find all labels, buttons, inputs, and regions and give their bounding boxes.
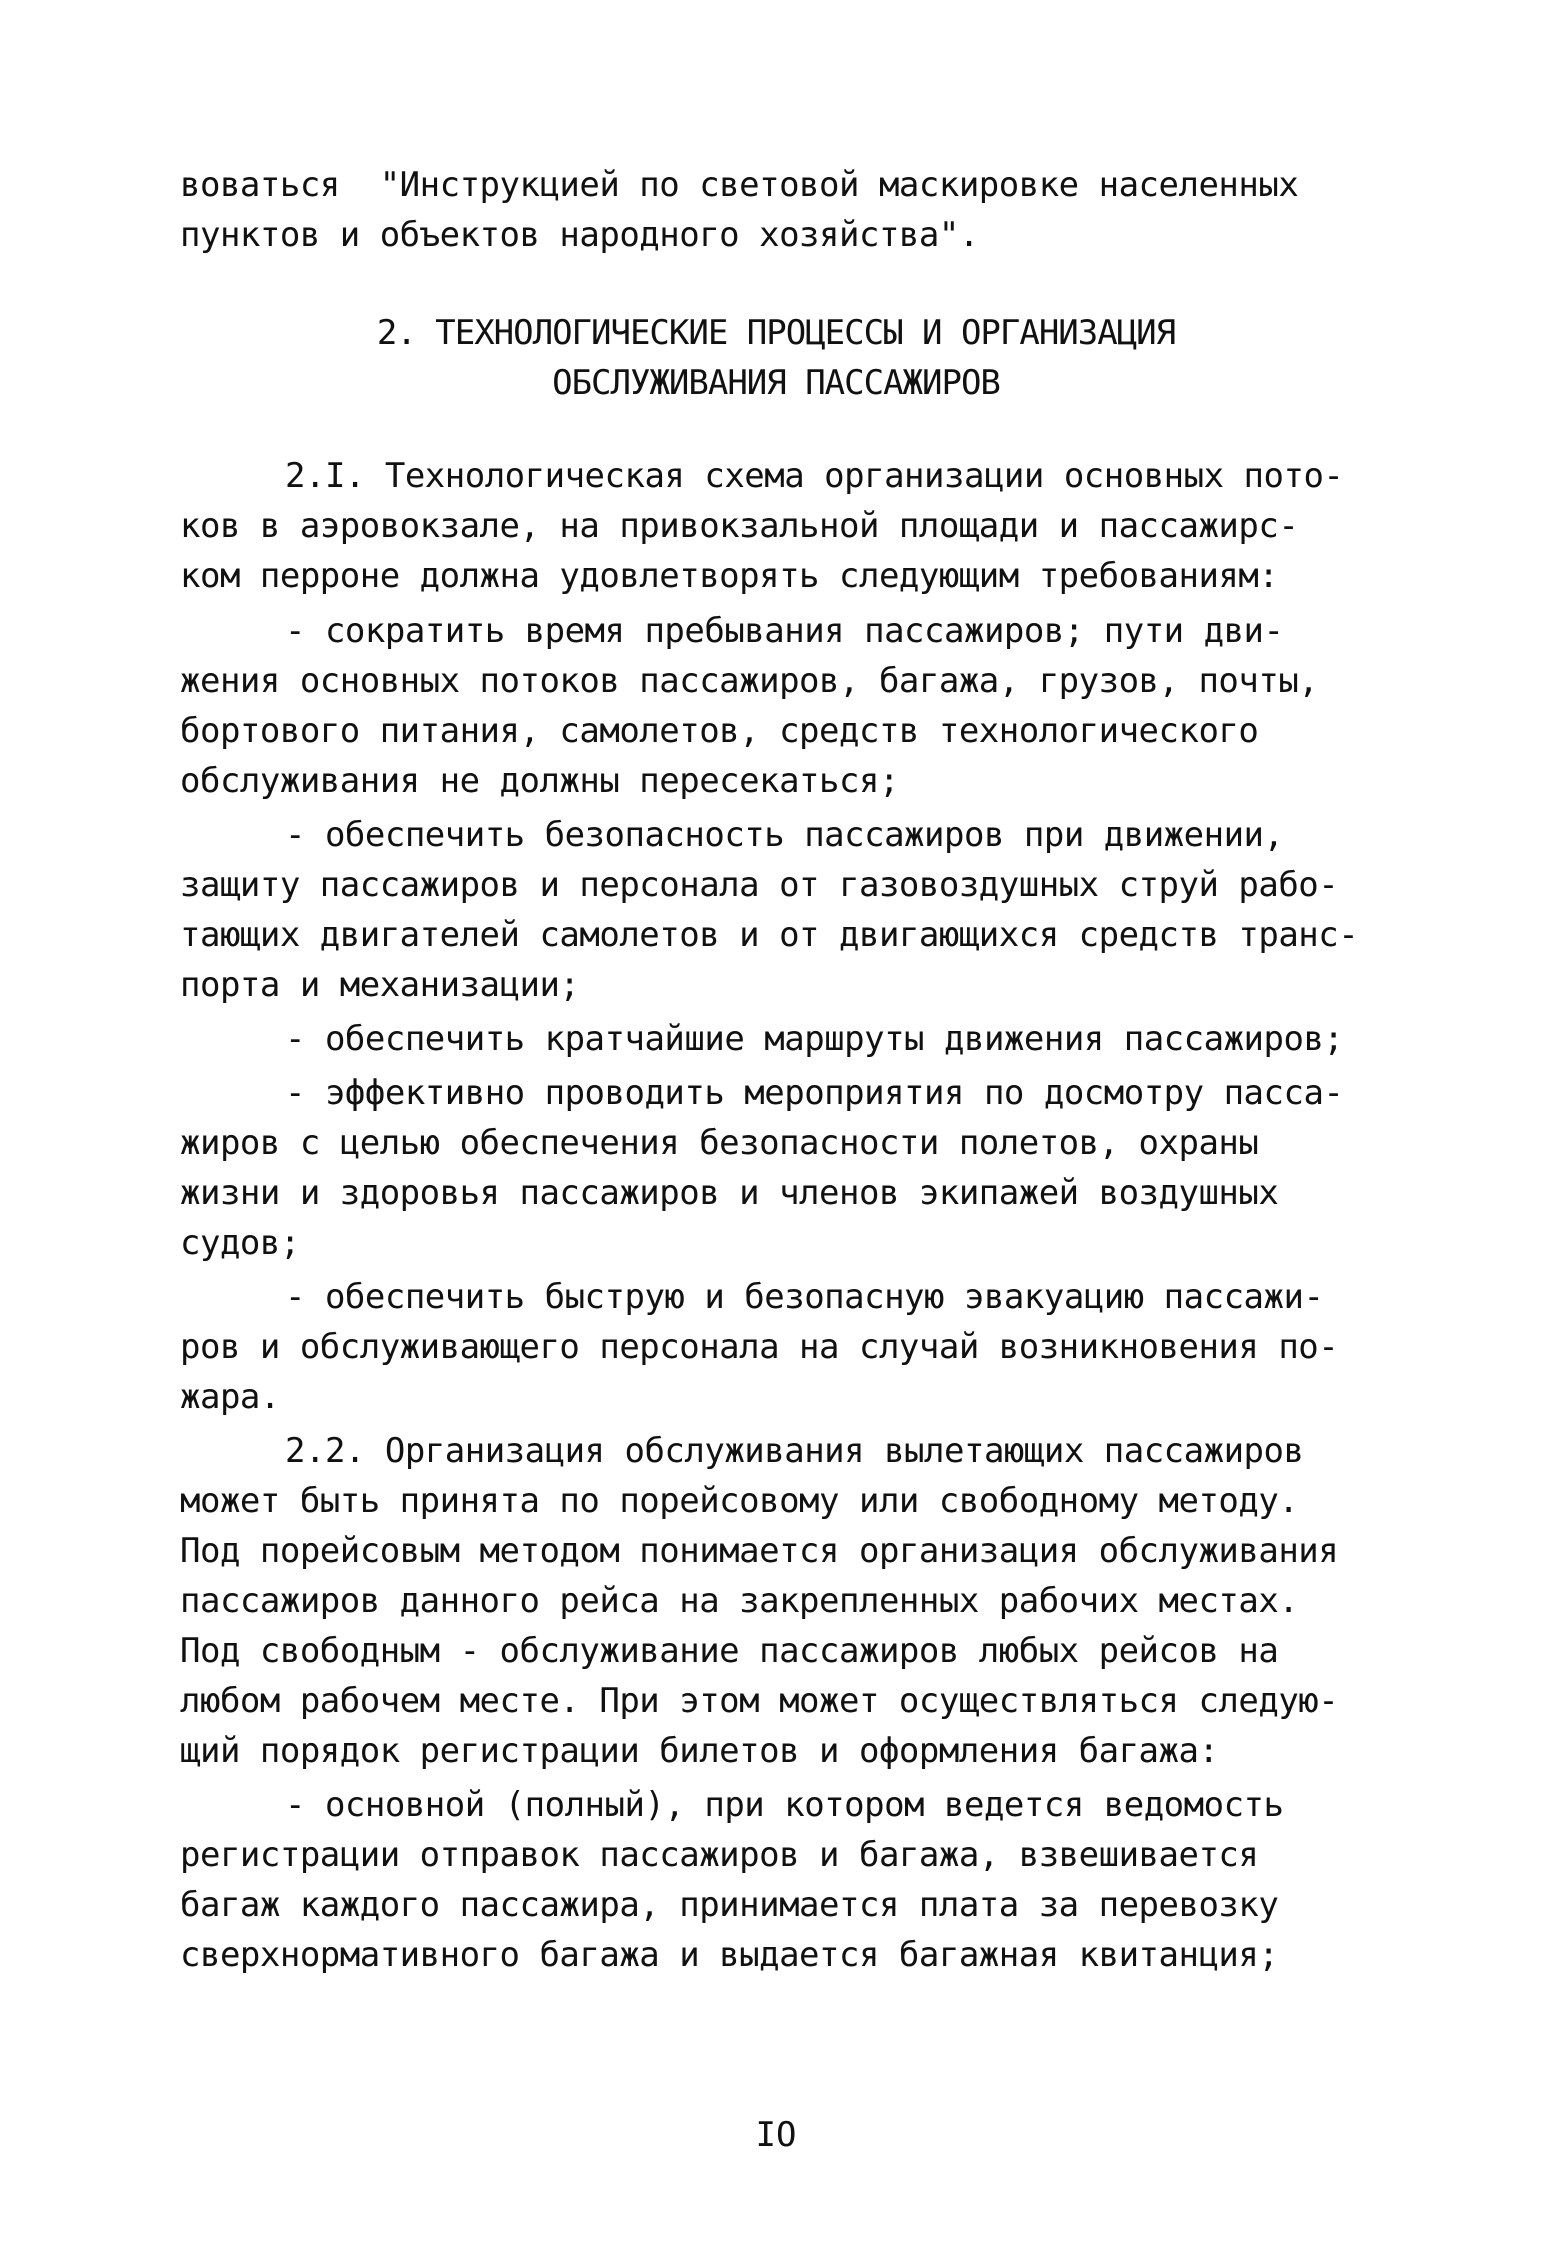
paragraph-2-2-line: пассажиров данного рейса на закрепленных рабочих местах. [180,1581,1299,1621]
list-item-line: жиров с целью обеспечения безопасности полетов, охраны [180,1123,1259,1163]
paragraph-2-1-line: ком перроне должна удовлетворять следующим требованиям: [180,556,1279,596]
list-item-line: судов; [180,1223,300,1263]
list-item-line: - обеспечить кратчайшие маршруты движения пассажиров; [285,1019,1344,1059]
list-item-line: бортового питания, самолетов, средств технологического [180,711,1259,751]
list-item-line: жения основных потоков пассажиров, багажа, грузов, почты, [180,661,1319,701]
list-item-line: тающих двигателей самолетов и от двигающихся средств транс- [180,915,1359,955]
paragraph-2-2-line: любом рабочем месте. При этом может осуществляться следую- [180,1681,1339,1721]
paragraph-2-2-line: 2.2. Организация обслуживания вылетающих пассажиров [285,1431,1304,1471]
list-item-line: ров и обслуживающего персонала на случай возникновения по- [180,1327,1339,1367]
list-item-line: - обеспечить быструю и безопасную эвакуацию пассажи- [285,1277,1324,1317]
page-number: IO [755,2115,797,2155]
intro-line-1: вовaться "Инструкцией по световой маскировке населенных [180,165,1299,205]
list-item-line: регистрации отправок пассажиров и багажа, взвешивается [180,1835,1259,1875]
list-item-line: - обеспечить безопасность пассажиров при движении, [285,815,1284,855]
section-heading-line-2: ОБСЛУЖИВАНИЯ ПАССАЖИРОВ [552,363,1000,403]
list-item-line: порта и механизации; [180,965,580,1005]
list-item-line: - сократить время пребывания пассажиров; пути дви- [285,611,1284,651]
paragraph-2-2-line: может быть принята по порейсовому или свободному методу. [180,1481,1299,1521]
list-item-line: защиту пассажиров и персонала от газовоздушных струй рабо- [180,865,1339,905]
section-heading-line-1: 2. ТЕХНОЛОГИЧЕСКИЕ ПРОЦЕССЫ И ОРГАНИЗАЦИЯ [376,313,1176,353]
list-item-line: сверхнормативного багажа и выдается багажная квитанция; [180,1935,1279,1975]
list-item-line: багаж каждого пассажира, принимается плата за перевозку [180,1885,1279,1925]
paragraph-2-2-line: Под порейсовым методом понимается организация обслуживания [180,1531,1339,1571]
list-item-line: обслуживания не должны пересекаться; [180,761,899,801]
list-item-line: - основной (полный), при котором ведется ведомость [285,1785,1284,1825]
paragraph-2-2-line: Под свободным - обслуживание пассажиров любых рейсов на [180,1631,1279,1671]
list-item-line: жара. [180,1377,280,1417]
paragraph-2-2-line: щий порядок регистрации билетов и оформления багажа: [180,1731,1219,1771]
list-item-line: жизни и здоровья пассажиров и членов экипажей воздушных [180,1173,1279,1213]
paragraph-2-1-line: ков в аэровокзале, на привокзальной площади и пассажирс- [180,506,1299,546]
paragraph-2-1-line: 2.I. Технологическая схема организации основных пото- [285,456,1344,496]
list-item-line: - эффективно проводить мероприятия по досмотру пасса- [285,1073,1344,1113]
intro-line-2: пунктов и объектов народного хозяйства". [180,215,979,255]
